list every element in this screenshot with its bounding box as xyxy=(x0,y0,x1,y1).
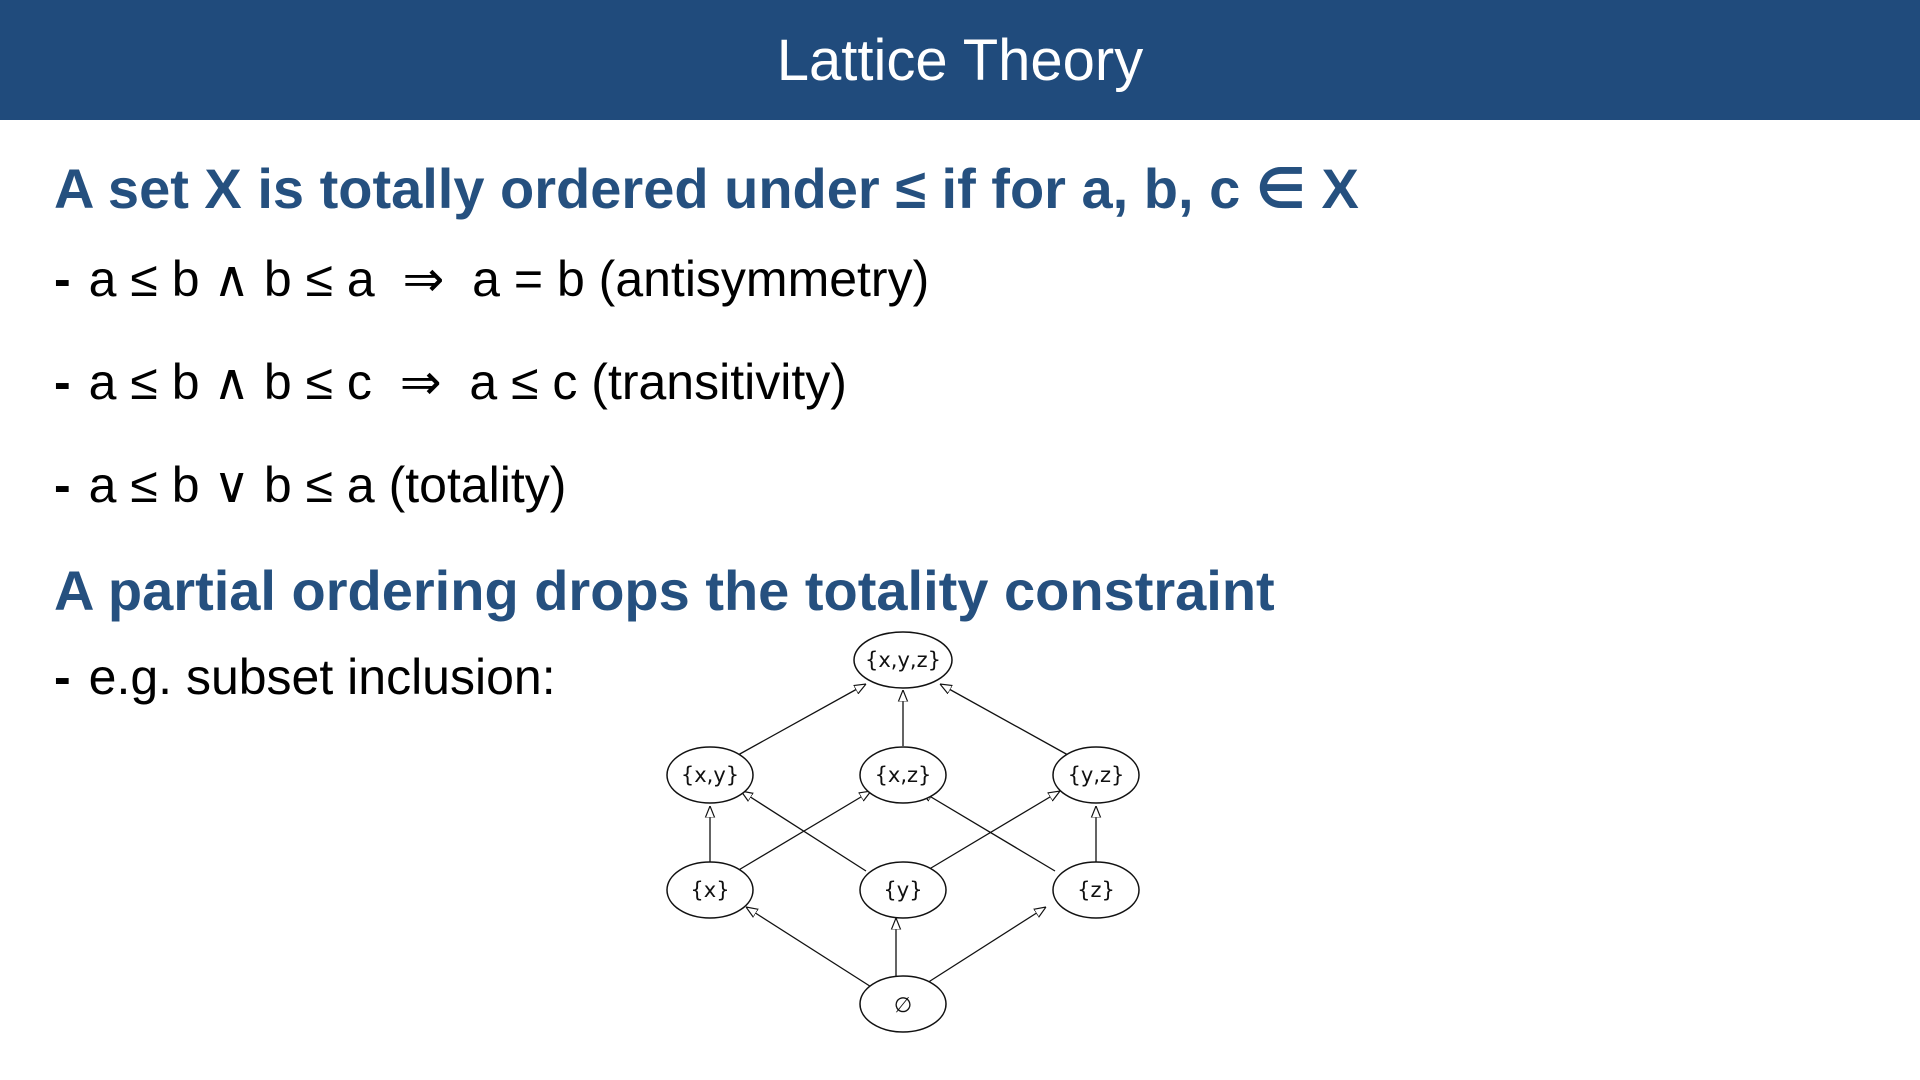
node-label-y: {y} xyxy=(883,878,923,902)
lattice-node-xz xyxy=(860,747,946,803)
lattice-node-y xyxy=(860,862,946,918)
lattice-node-z xyxy=(1053,862,1139,918)
bullet-text: a ≤ b ∨ b ≤ a (totality) xyxy=(88,457,567,513)
lattice-node-xy xyxy=(667,747,753,803)
node-label-empty: ∅ xyxy=(893,993,913,1017)
bullet-marker: - xyxy=(54,457,71,513)
bullet-marker: - xyxy=(54,251,71,307)
node-label-z: {z} xyxy=(1077,878,1115,902)
heading-total-order: A set X is totally ordered under ≤ if for a, b, c ∈ X xyxy=(54,157,1359,220)
lattice-node-x xyxy=(667,862,753,918)
edge-yz-xyz xyxy=(940,684,1068,755)
bullet-text: e.g. subset inclusion: xyxy=(88,649,556,705)
bullet-marker: - xyxy=(54,354,71,410)
bullet-totality xyxy=(54,456,566,514)
lattice-edges xyxy=(710,684,1096,1004)
heading-partial-order: A partial ordering drops the totality constraint xyxy=(54,559,1275,622)
lattice-node-empty xyxy=(860,976,946,1032)
bullet-marker: - xyxy=(54,649,71,705)
subset-lattice-diagram xyxy=(640,620,1160,1040)
bullet-antisymmetry xyxy=(54,250,929,308)
bullet-text: a ≤ b ∧ b ≤ a ⇒ a = b (antisymmetry) xyxy=(88,251,930,307)
edge-z-xz xyxy=(921,791,1055,871)
node-label-yz: {y,z} xyxy=(1067,763,1125,787)
lattice-node-yz xyxy=(1053,747,1139,803)
node-label-xy: {x,y} xyxy=(680,763,740,787)
lattice-node-xyz xyxy=(854,632,952,688)
edge-y-xy xyxy=(741,791,866,871)
node-label-x: {x} xyxy=(690,878,730,902)
node-label-xz: {x,z} xyxy=(874,763,932,787)
slide-title: Lattice Theory xyxy=(776,27,1144,93)
bullet-subset-inclusion xyxy=(54,648,556,706)
bullet-text: a ≤ b ∧ b ≤ c ⇒ a ≤ c (transitivity) xyxy=(88,354,847,410)
edge-empty-x xyxy=(746,907,876,990)
title-bar xyxy=(0,0,1920,120)
edge-xy-xyz xyxy=(738,684,866,755)
edge-empty-z xyxy=(916,907,1046,990)
node-label-xyz: {x,y,z} xyxy=(865,648,941,672)
edge-y-yz xyxy=(926,791,1060,871)
bullet-transitivity xyxy=(54,353,847,411)
